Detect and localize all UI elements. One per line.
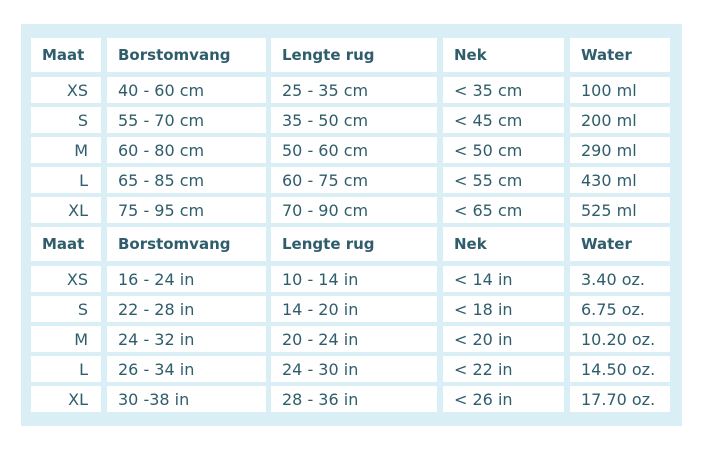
cell-water: 14.50 oz. xyxy=(570,356,670,382)
cell-lengte-rug: 10 - 14 in xyxy=(271,266,437,292)
cell-nek: < 55 cm xyxy=(443,167,564,193)
cell-maat: S xyxy=(31,107,101,133)
cell-borstomvang: 60 - 80 cm xyxy=(107,137,266,163)
cell-nek: < 20 in xyxy=(443,326,564,352)
cell-maat: M xyxy=(31,137,101,163)
cell-nek: < 14 in xyxy=(443,266,564,292)
cell-nek: < 65 cm xyxy=(443,197,564,223)
cell-maat: XS xyxy=(31,77,101,103)
cell-nek: < 45 cm xyxy=(443,107,564,133)
cell-borstomvang: 24 - 32 in xyxy=(107,326,266,352)
cell-water: 290 ml xyxy=(570,137,670,163)
cell-borstomvang: 16 - 24 in xyxy=(107,266,266,292)
cell-nek: < 26 in xyxy=(443,386,564,412)
cell-maat: XL xyxy=(31,197,101,223)
cell-borstomvang: 55 - 70 cm xyxy=(107,107,266,133)
cell-borstomvang: 75 - 95 cm xyxy=(107,197,266,223)
cell-water: 6.75 oz. xyxy=(570,296,670,322)
header-nek: Nek xyxy=(443,227,564,261)
cell-maat: L xyxy=(31,167,101,193)
header-lengte-rug: Lengte rug xyxy=(271,227,437,261)
cell-water: 100 ml xyxy=(570,77,670,103)
cell-water: 525 ml xyxy=(570,197,670,223)
cell-borstomvang: 65 - 85 cm xyxy=(107,167,266,193)
cell-nek: < 18 in xyxy=(443,296,564,322)
cell-maat: M xyxy=(31,326,101,352)
cell-water: 430 ml xyxy=(570,167,670,193)
header-water: Water xyxy=(570,227,670,261)
cell-lengte-rug: 60 - 75 cm xyxy=(271,167,437,193)
cell-maat: L xyxy=(31,356,101,382)
cell-water: 10.20 oz. xyxy=(570,326,670,352)
cell-water: 200 ml xyxy=(570,107,670,133)
header-nek: Nek xyxy=(443,38,564,72)
cell-lengte-rug: 20 - 24 in xyxy=(271,326,437,352)
cell-lengte-rug: 24 - 30 in xyxy=(271,356,437,382)
cell-maat: XS xyxy=(31,266,101,292)
header-maat: Maat xyxy=(31,227,101,261)
cell-borstomvang: 30 -38 in xyxy=(107,386,266,412)
cell-nek: < 50 cm xyxy=(443,137,564,163)
cell-lengte-rug: 25 - 35 cm xyxy=(271,77,437,103)
header-maat: Maat xyxy=(31,38,101,72)
header-lengte-rug: Lengte rug xyxy=(271,38,437,72)
cell-borstomvang: 26 - 34 in xyxy=(107,356,266,382)
cell-maat: XL xyxy=(31,386,101,412)
cell-lengte-rug: 35 - 50 cm xyxy=(271,107,437,133)
cell-nek: < 35 cm xyxy=(443,77,564,103)
header-borstomvang: Borstomvang xyxy=(107,227,266,261)
cell-nek: < 22 in xyxy=(443,356,564,382)
cell-water: 17.70 oz. xyxy=(570,386,670,412)
cell-maat: S xyxy=(31,296,101,322)
header-water: Water xyxy=(570,38,670,72)
cell-borstomvang: 40 - 60 cm xyxy=(107,77,266,103)
cell-lengte-rug: 28 - 36 in xyxy=(271,386,437,412)
cell-lengte-rug: 14 - 20 in xyxy=(271,296,437,322)
cell-water: 3.40 oz. xyxy=(570,266,670,292)
cell-borstomvang: 22 - 28 in xyxy=(107,296,266,322)
cell-lengte-rug: 50 - 60 cm xyxy=(271,137,437,163)
header-borstomvang: Borstomvang xyxy=(107,38,266,72)
cell-lengte-rug: 70 - 90 cm xyxy=(271,197,437,223)
